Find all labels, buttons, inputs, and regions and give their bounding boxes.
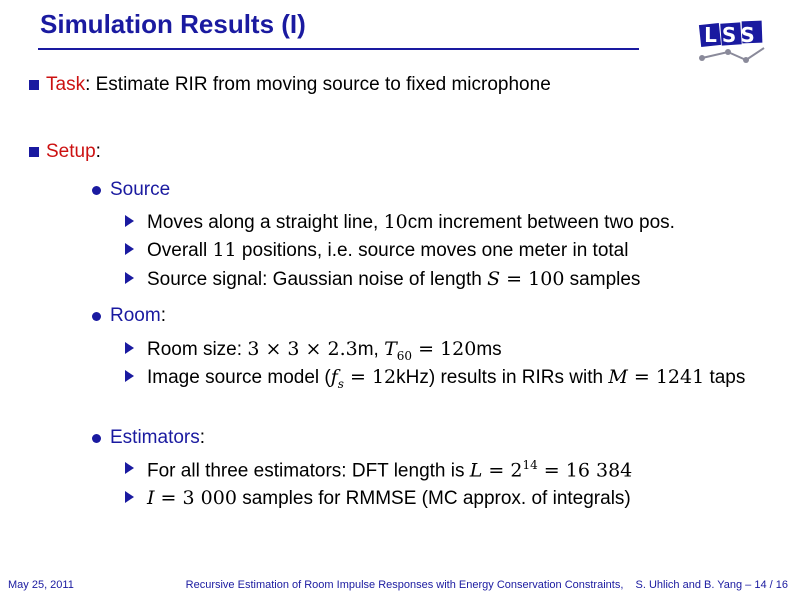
- setup-bullet: Setup:: [46, 141, 101, 163]
- footer-talk-title: Recursive Estimation of Room Impulse Responses with Energy Conservation Constraints,: [185, 579, 624, 591]
- source-label: Source: [110, 179, 171, 200]
- lss-logo: [694, 18, 768, 70]
- estimators-item-1: For all three estimators: DFT length is $L = 2^{14} = 16$ 384: [147, 458, 632, 482]
- footer-date: May 25, 2011: [8, 579, 74, 591]
- square-bullet-icon: [29, 147, 39, 157]
- room-item-1: Room size: 3 × 3 × 2.3m, $T_{60} = 120ms$: [147, 338, 502, 363]
- task-bullet: Task: Estimate RIR from moving source to fixed microphone: [46, 74, 551, 96]
- task-text: Estimate RIR from moving source to fixed microphone: [90, 74, 551, 95]
- source-item-3: Source signal: Gaussian noise of length S = 100 samples: [147, 268, 640, 291]
- task-label: Task: [46, 74, 86, 95]
- triangle-bullet-icon: [125, 491, 134, 503]
- source-item-2: Overall 11 positions, i.e. source moves one meter in total: [147, 239, 628, 262]
- source-bullet: [110, 179, 170, 201]
- room-label: Room: [110, 305, 161, 326]
- square-bullet-icon: [29, 80, 39, 90]
- circle-bullet-icon: [92, 186, 101, 195]
- triangle-bullet-icon: [125, 342, 134, 354]
- estimators-bullet: Estimators:: [110, 427, 205, 449]
- source-item-1: Moves along a straight line, 10cm increment between two pos.: [147, 211, 675, 234]
- triangle-bullet-icon: [125, 215, 134, 227]
- setup-label: Setup: [46, 141, 96, 162]
- footer-citation: [186, 579, 788, 591]
- triangle-bullet-icon: [125, 370, 134, 382]
- room-item-2: Image source model $(f_s = 12kHz)$ results in RIRs with M = 1241 taps: [147, 366, 745, 391]
- circle-bullet-icon: [92, 312, 101, 321]
- circle-bullet-icon: [92, 434, 101, 443]
- svg-text:LSS: LSS: [704, 23, 760, 47]
- room-bullet: Room:: [110, 305, 166, 327]
- estimators-item-2: I = 3 000 samples for RMMSE (MC approx. of integrals): [147, 487, 631, 510]
- title-underline: [38, 48, 639, 50]
- footer-authors-page: S. Uhlich and B. Yang – 14 / 16: [635, 579, 788, 591]
- estimators-label: Estimators: [110, 427, 200, 448]
- triangle-bullet-icon: [125, 462, 134, 474]
- slide-title: Simulation Results (I): [40, 9, 306, 39]
- triangle-bullet-icon: [125, 243, 134, 255]
- triangle-bullet-icon: [125, 272, 134, 284]
